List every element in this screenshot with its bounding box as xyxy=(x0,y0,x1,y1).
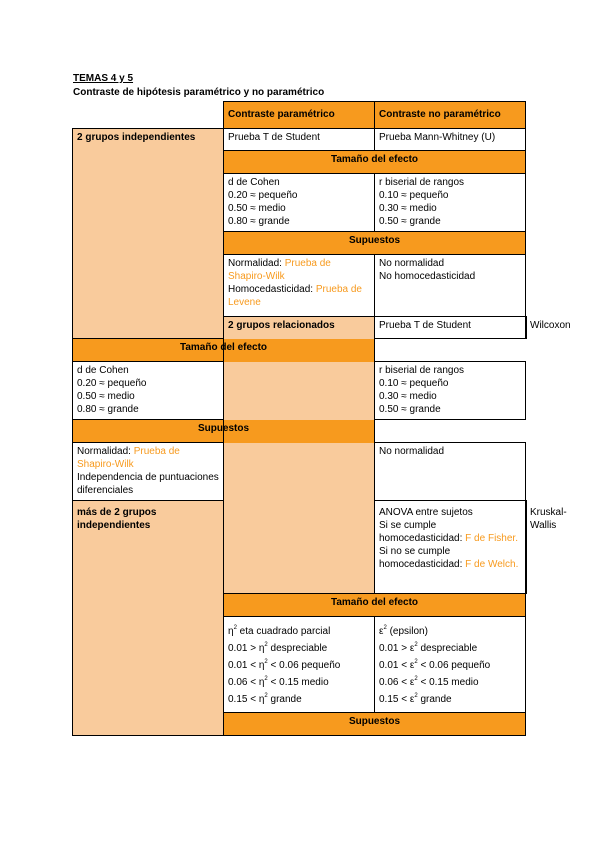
group2-param-effect xyxy=(73,362,224,420)
group2-label: 2 grupos relacionados xyxy=(224,317,375,594)
effect-line: 0.10 ≈ pequeño xyxy=(379,378,449,389)
effect-line: d de Cohen xyxy=(77,365,129,376)
epsilon-exponent: 2 xyxy=(383,625,387,631)
effect-line: 0.10 ≈ pequeño xyxy=(379,190,449,201)
group1-label: 2 grupos independientes xyxy=(73,129,224,339)
group3-assump-header: Supuestos xyxy=(224,713,526,736)
effect-text: 0.06 < xyxy=(379,677,410,688)
effect-line: 0.50 ≈ grande xyxy=(379,216,441,227)
eta-symbol: η xyxy=(258,694,265,705)
effect-text: 0.15 < xyxy=(379,694,410,705)
eta-symbol: η xyxy=(228,626,234,637)
group3-nonparam-effect xyxy=(375,617,526,713)
effect-line xyxy=(379,674,521,691)
anova-line: ANOVA entre sujetos xyxy=(379,507,473,518)
eta-symbol: η xyxy=(258,677,265,688)
effect-line: 0.20 ≈ pequeño xyxy=(228,190,298,201)
epsilon-symbol: ε xyxy=(409,694,415,705)
effect-text: 0.01 < xyxy=(228,660,259,671)
effect-text: (epsilon) xyxy=(386,626,428,637)
effect-line: 0.80 ≈ grande xyxy=(77,404,139,415)
group1-nonparam-effect xyxy=(375,174,526,232)
homoscedasticity-label: Homocedasticidad: xyxy=(228,284,316,295)
epsilon-exponent: 2 xyxy=(414,642,418,648)
effect-text: < 0.15 medio xyxy=(267,677,329,688)
effect-line: 0.50 ≈ medio xyxy=(77,391,135,402)
group2-param-assump xyxy=(73,443,224,501)
effect-line: 0.80 ≈ grande xyxy=(228,216,290,227)
levene-test: Prueba de Levene xyxy=(228,284,362,308)
group2-assump-header-row xyxy=(73,420,527,443)
welch-test: F de Welch. xyxy=(465,559,519,570)
effect-line xyxy=(379,623,521,640)
effect-line xyxy=(228,674,370,691)
doc-subtitle: Contraste de hipótesis paramétrico y no paramétrico xyxy=(73,87,325,98)
eta-exponent: 2 xyxy=(264,659,268,665)
group1-nonparam-assump xyxy=(375,255,526,317)
fisher-test: F de Fisher. xyxy=(465,533,518,544)
epsilon-symbol: ε xyxy=(379,626,384,637)
group1-effect-header: Tamaño del efecto xyxy=(224,151,526,174)
group1-param-effect xyxy=(224,174,375,232)
effect-line: 0.20 ≈ pequeño xyxy=(77,378,147,389)
effect-line: 0.50 ≈ medio xyxy=(228,203,286,214)
group3-param-test xyxy=(375,501,526,594)
effect-line xyxy=(228,640,370,657)
effect-text: < 0.15 medio xyxy=(417,677,479,688)
eta-exponent: 2 xyxy=(264,676,268,682)
group2-nonparam-effect xyxy=(375,362,526,420)
group2-effect-header-row xyxy=(73,339,527,362)
group1-param-test: Prueba T de Student xyxy=(224,129,375,151)
effect-line: 0.50 ≈ grande xyxy=(379,404,441,415)
header-empty-cell xyxy=(73,102,224,129)
normality-label: Normalidad: xyxy=(77,446,134,457)
group2-assump-header: Supuestos xyxy=(73,420,375,443)
effect-text: 0.01 < xyxy=(379,660,410,671)
shapiro-wilk-test: Prueba de Shapiro-Wilk xyxy=(228,258,331,282)
assump-line: No homocedasticidad xyxy=(379,271,476,282)
epsilon-exponent: 2 xyxy=(414,676,418,682)
group3-nonparam-test: Kruskal-Wallis xyxy=(526,501,527,594)
assump-line: No normalidad xyxy=(379,258,445,269)
effect-line: 0.30 ≈ medio xyxy=(379,391,437,402)
table-header-row xyxy=(73,102,527,129)
epsilon-exponent: 2 xyxy=(414,693,418,699)
epsilon-exponent: 2 xyxy=(414,659,418,665)
epsilon-symbol: ε xyxy=(409,643,415,654)
header-nonparam: Contraste no paramétrico xyxy=(375,102,526,129)
eta-exponent: 2 xyxy=(264,693,268,699)
group3-label: más de 2 grupos independientes xyxy=(73,501,224,736)
effect-text: despreciable xyxy=(267,643,328,654)
shapiro-wilk-test: Prueba de Shapiro-Wilk xyxy=(77,446,180,470)
epsilon-symbol: ε xyxy=(409,660,415,671)
doc-title: TEMAS 4 y 5 xyxy=(73,73,134,84)
effect-line: d de Cohen xyxy=(228,177,280,188)
effect-text: 0.15 < xyxy=(228,694,259,705)
effect-line xyxy=(228,691,370,708)
normality-label: Normalidad: xyxy=(228,258,285,269)
eta-exponent: 2 xyxy=(233,625,237,631)
group3-effect-header: Tamaño del efecto xyxy=(224,594,526,617)
effect-line xyxy=(379,691,521,708)
effect-text: eta cuadrado parcial xyxy=(236,626,331,637)
group1-test-row xyxy=(73,129,527,151)
eta-symbol: η xyxy=(258,660,265,671)
effect-line xyxy=(379,640,521,657)
epsilon-symbol: ε xyxy=(409,677,415,688)
header-param: Contraste paramétrico xyxy=(224,102,375,129)
effect-text: 0.01 > xyxy=(228,643,259,654)
independence-text: Independencia de puntuaciones diferenciales xyxy=(77,472,219,496)
homo-yes-text: Si se cumple homocedasticidad: xyxy=(379,520,466,544)
group2-effect-header: Tamaño del efecto xyxy=(73,339,375,362)
effect-line xyxy=(228,623,370,640)
comparison-table xyxy=(72,101,571,736)
assump-line: No normalidad xyxy=(379,446,445,457)
eta-exponent: 2 xyxy=(264,642,268,648)
effect-line xyxy=(379,657,521,674)
homo-no-text: Si no se cumple homocedasticidad: xyxy=(379,546,466,570)
effect-line: r biserial de rangos xyxy=(379,365,465,376)
group2-nonparam-assump xyxy=(375,443,526,501)
effect-text: grande xyxy=(267,694,302,705)
effect-text: < 0.06 pequeño xyxy=(267,660,341,671)
group2-nonparam-test: Wilcoxon xyxy=(526,317,527,339)
effect-text: < 0.06 pequeño xyxy=(417,660,491,671)
effect-line: r biserial de rangos xyxy=(379,177,465,188)
group3-param-effect xyxy=(224,617,375,713)
effect-text: despreciable xyxy=(417,643,478,654)
group1-assump-header: Supuestos xyxy=(224,232,526,255)
effect-line: 0.30 ≈ medio xyxy=(379,203,437,214)
group2-param-test: Prueba T de Student xyxy=(375,317,526,339)
group1-param-assump xyxy=(224,255,375,317)
effect-line xyxy=(228,657,370,674)
group1-nonparam-test: Prueba Mann-Whitney (U) xyxy=(375,129,526,151)
effect-text: grande xyxy=(417,694,452,705)
effect-text: 0.01 > xyxy=(379,643,410,654)
eta-symbol: η xyxy=(258,643,265,654)
effect-text: 0.06 < xyxy=(228,677,259,688)
